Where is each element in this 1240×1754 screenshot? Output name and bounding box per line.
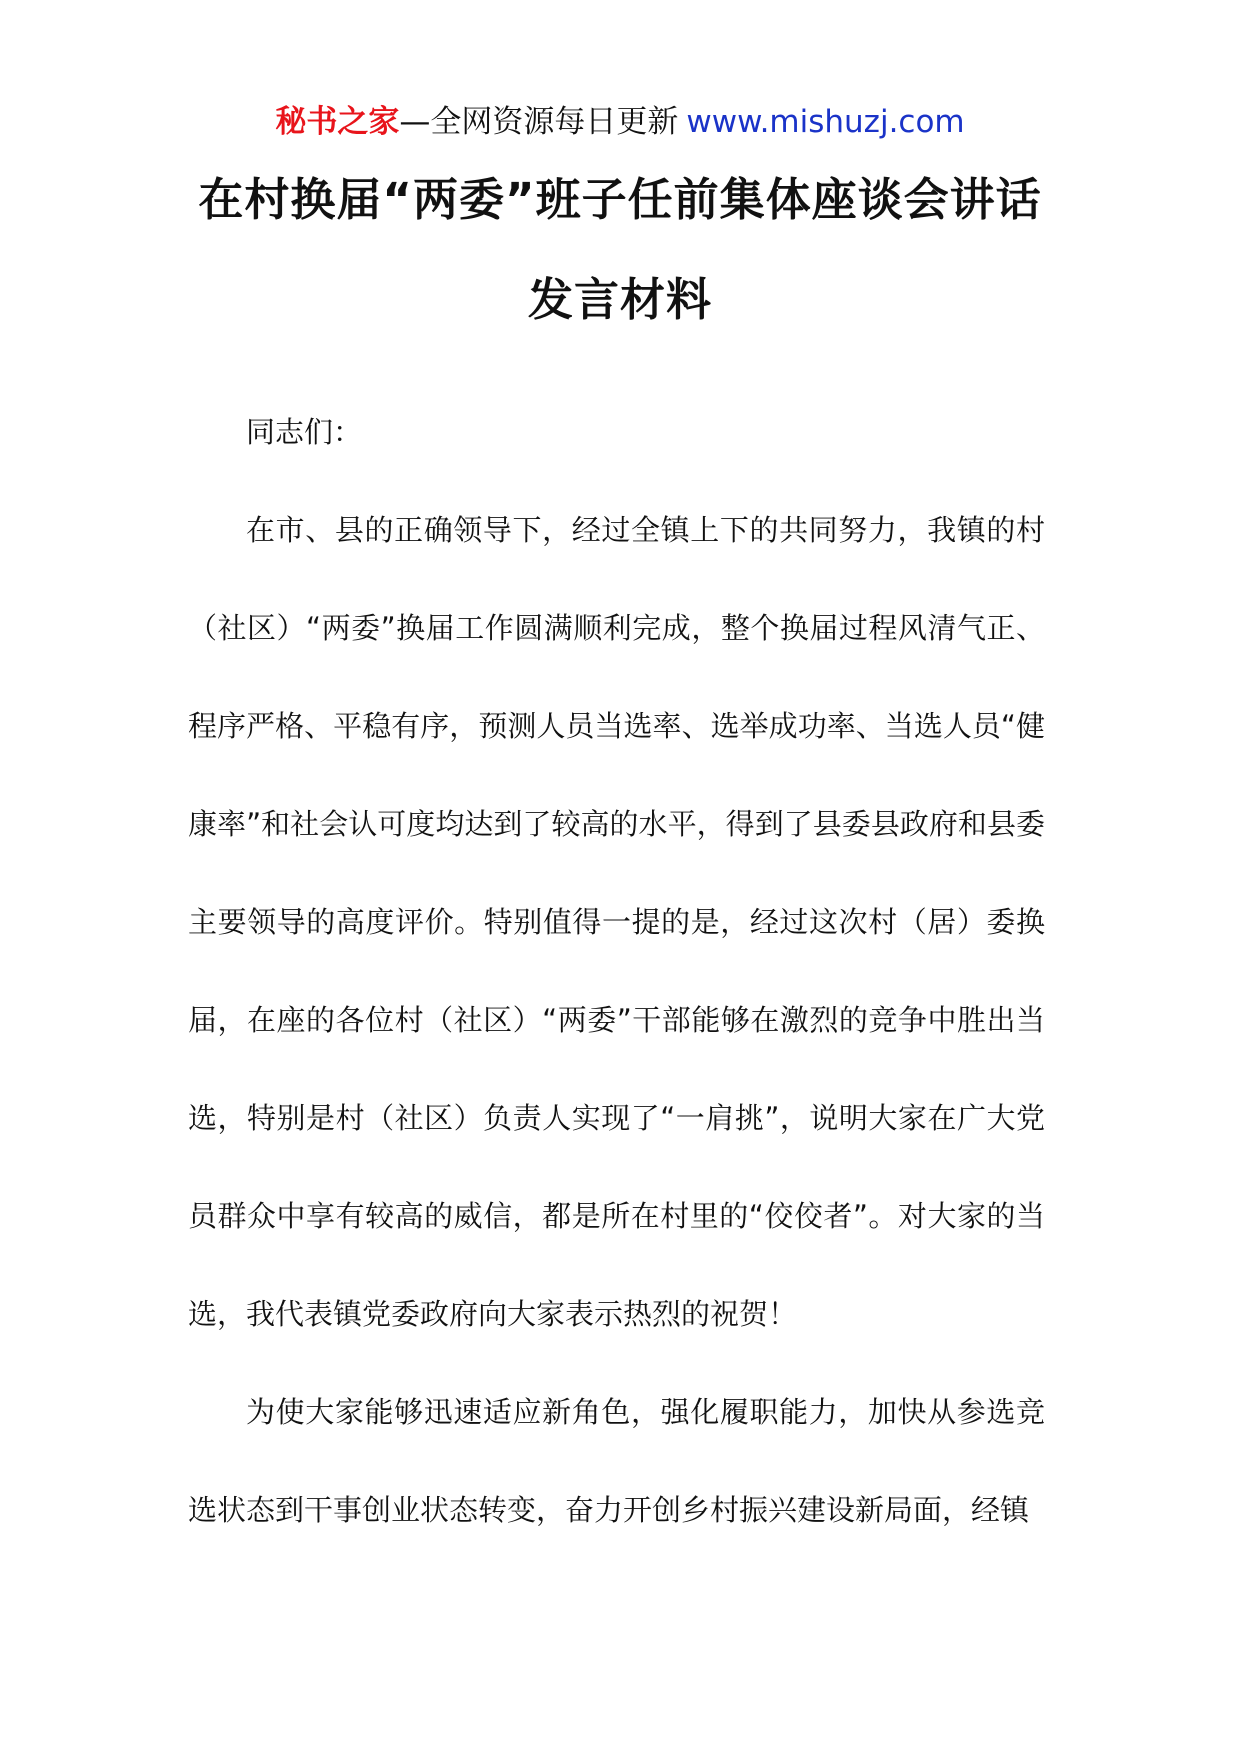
brand-name: 秘书之家 [275, 104, 400, 140]
body-paragraph: 为使大家能够迅速适应新角色，强化履职能力，加快从参选竞选状态到干事创业状态转变，奋力开创乡村振兴建设新局面，经镇 [188, 1395, 1045, 1527]
document-body [188, 383, 1045, 1559]
body-paragraph: 在市、县的正确领导下，经过全镇上下的共同努力，我镇的村（社区）“两委”换届工作圆满顺利完成，整个换届过程风清气正、程序严格、平稳有序，预测人员当选率、选举成功率、当选人员“健康率”和社会认可度均达到了较高的水平，得到了县委县政府和县委主要领导的高度评价。特别值得一提的是，经过这次村（居）委换届，在座的各位村（社区）“两委”干部能够在激烈的竞争中胜出当选，特别是村（社区）负责人实现了“一肩挑”，说明大家在广大党员群众中享有较高的威信，都是所在村里的“佼佼者”。对大家的当选，我代表镇党委政府向大家表示热烈的祝贺！ [188, 513, 1045, 1331]
header-tagline: —全网资源每日更新 [399, 104, 679, 140]
site-url-link[interactable]: www.mishuzj.com [686, 104, 965, 140]
salutation-paragraph: 同志们： [246, 415, 363, 449]
site-header-banner [0, 100, 1240, 144]
document-title: 在村换届“两委”班子任前集体座谈会讲话发言材料 [198, 173, 1042, 326]
